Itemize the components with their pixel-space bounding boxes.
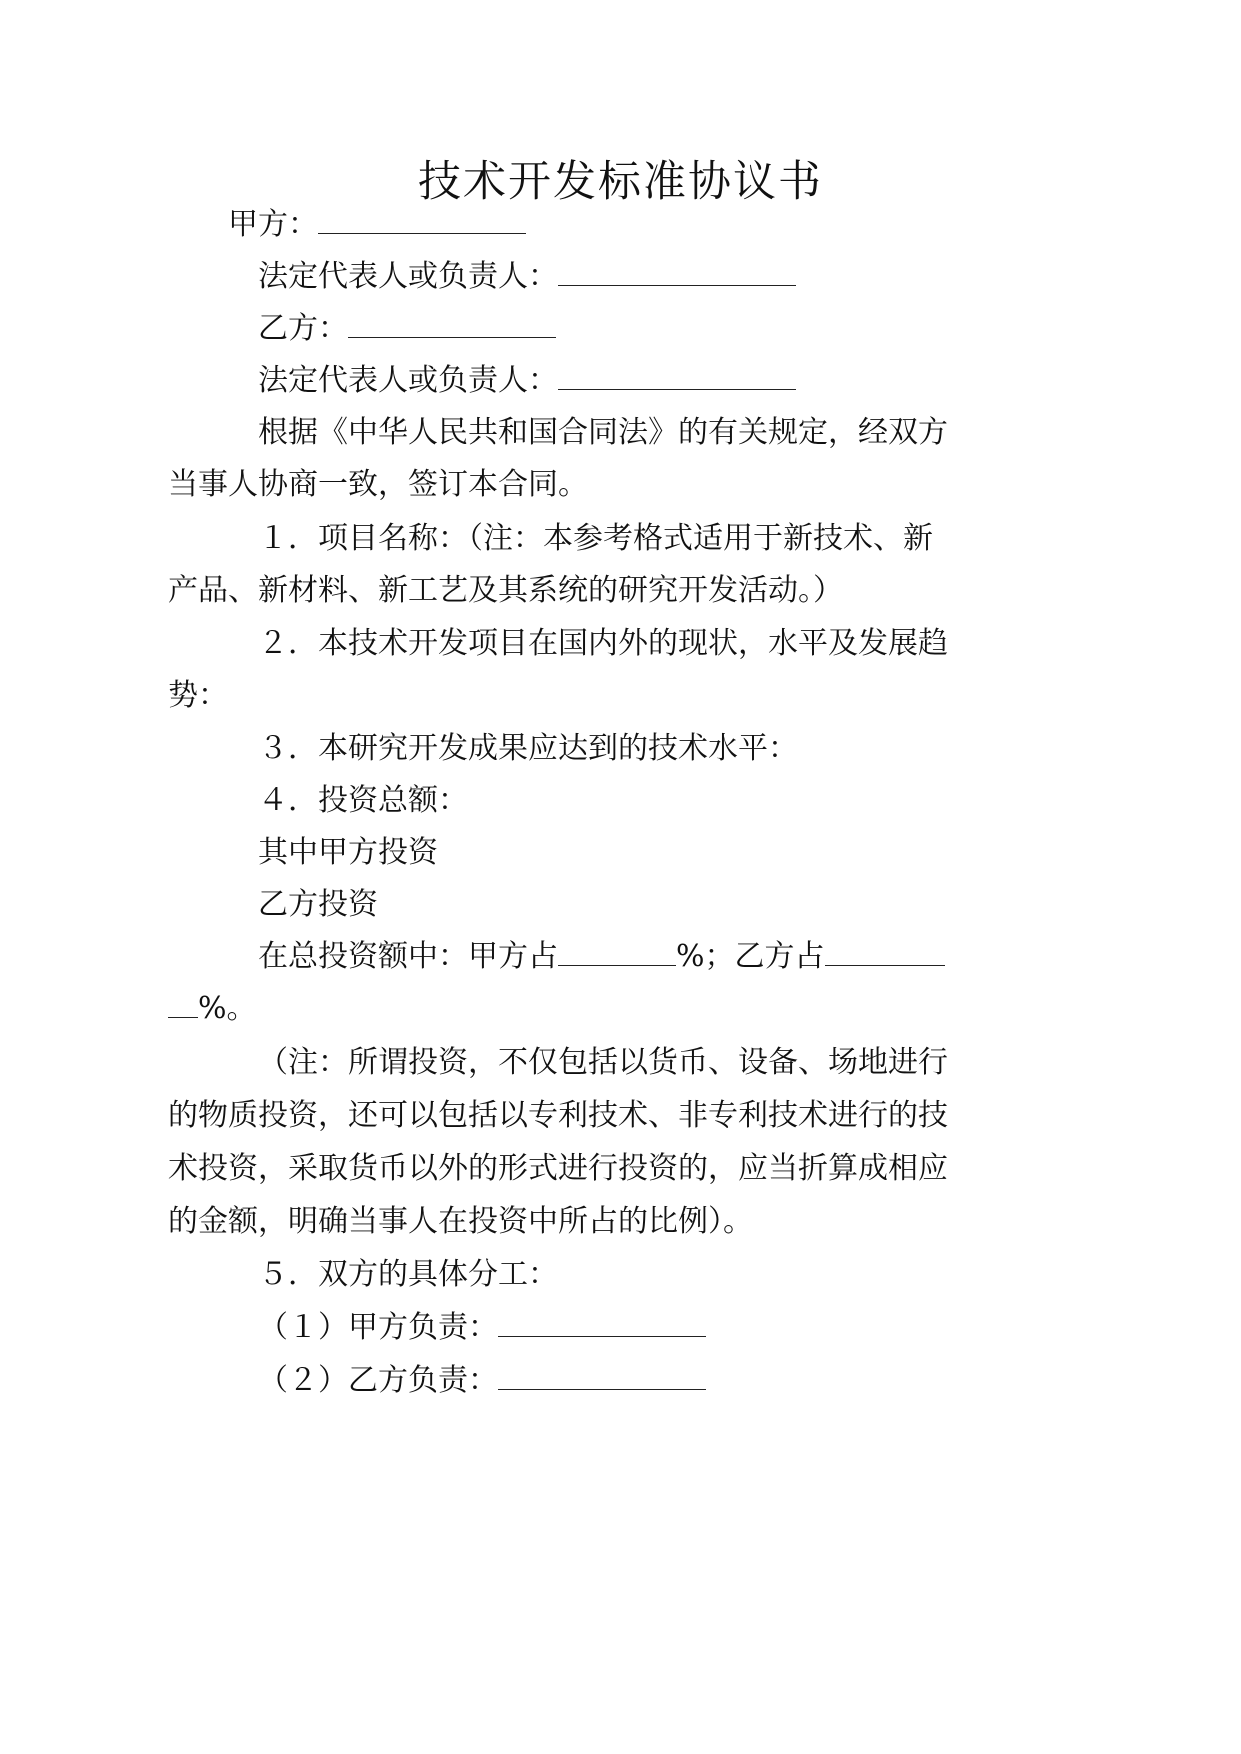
party-a-rep-blank[interactable] [558, 257, 796, 286]
item-5-party-b-label: （２）乙方负责： [258, 1363, 498, 1398]
party-a-share-blank[interactable] [558, 937, 676, 966]
item-3: ３．本研究开发成果应达到的技术水平： [258, 731, 798, 766]
party-b-share-blank[interactable] [825, 937, 945, 966]
ratio-prefix: 在总投资额中：甲方占 [258, 939, 558, 974]
item-2-line-1: ２．本技术开发项目在国内外的现状，水平及发展趋 [258, 626, 948, 661]
party-b-share-blank-cont[interactable] [168, 989, 198, 1018]
item-2-line-2: 势： [168, 678, 228, 713]
ratio-line [258, 937, 945, 977]
party-a-rep-label: 法定代表人或负责人： [258, 259, 558, 294]
item-5-party-b-line [258, 1361, 706, 1401]
note-line-1: （注：所谓投资，不仅包括以货币、设备、场地进行 [258, 1045, 948, 1080]
party-a-line [228, 205, 526, 245]
document-title: 技术开发标准协议书 [418, 157, 823, 207]
item-4: ４．投资总额： [258, 783, 468, 818]
item-4-party-b: 乙方投资 [258, 887, 378, 922]
preamble-line-2: 当事人协商一致，签订本合同。 [168, 467, 588, 502]
item-5-party-a-blank[interactable] [498, 1308, 706, 1337]
ratio-mid: %；乙方占 [676, 939, 825, 974]
party-a-blank[interactable] [318, 205, 526, 234]
party-a-label: 甲方： [228, 207, 318, 242]
ratio-line-2 [168, 989, 257, 1029]
item-4-party-a: 其中甲方投资 [258, 835, 438, 870]
party-b-rep-line [258, 361, 796, 401]
item-5: ５．双方的具体分工： [258, 1257, 558, 1292]
party-b-blank[interactable] [348, 309, 556, 338]
note-line-4: 的金额，明确当事人在投资中所占的比例）。 [168, 1204, 753, 1239]
item-1-line-2: 产品、新材料、新工艺及其系统的研究开发活动。） [168, 573, 843, 608]
item-5-party-b-blank[interactable] [498, 1361, 706, 1390]
party-b-rep-label: 法定代表人或负责人： [258, 363, 558, 398]
party-b-label: 乙方： [258, 311, 348, 346]
item-5-party-a-label: （１）甲方负责： [258, 1310, 498, 1345]
party-b-line [258, 309, 556, 349]
party-b-rep-blank[interactable] [558, 361, 796, 390]
ratio-end: %。 [198, 991, 257, 1026]
note-line-2: 的物质投资，还可以包括以专利技术、非专利技术进行的技 [168, 1098, 948, 1133]
item-5-party-a-line [258, 1308, 706, 1348]
party-a-rep-line [258, 257, 796, 297]
preamble-line-1: 根据《中华人民共和国合同法》的有关规定，经双方 [258, 415, 948, 450]
note-line-3: 术投资，采取货币以外的形式进行投资的，应当折算成相应 [168, 1151, 948, 1186]
item-1-line-1: １．项目名称：（注：本参考格式适用于新技术、新 [258, 521, 933, 556]
